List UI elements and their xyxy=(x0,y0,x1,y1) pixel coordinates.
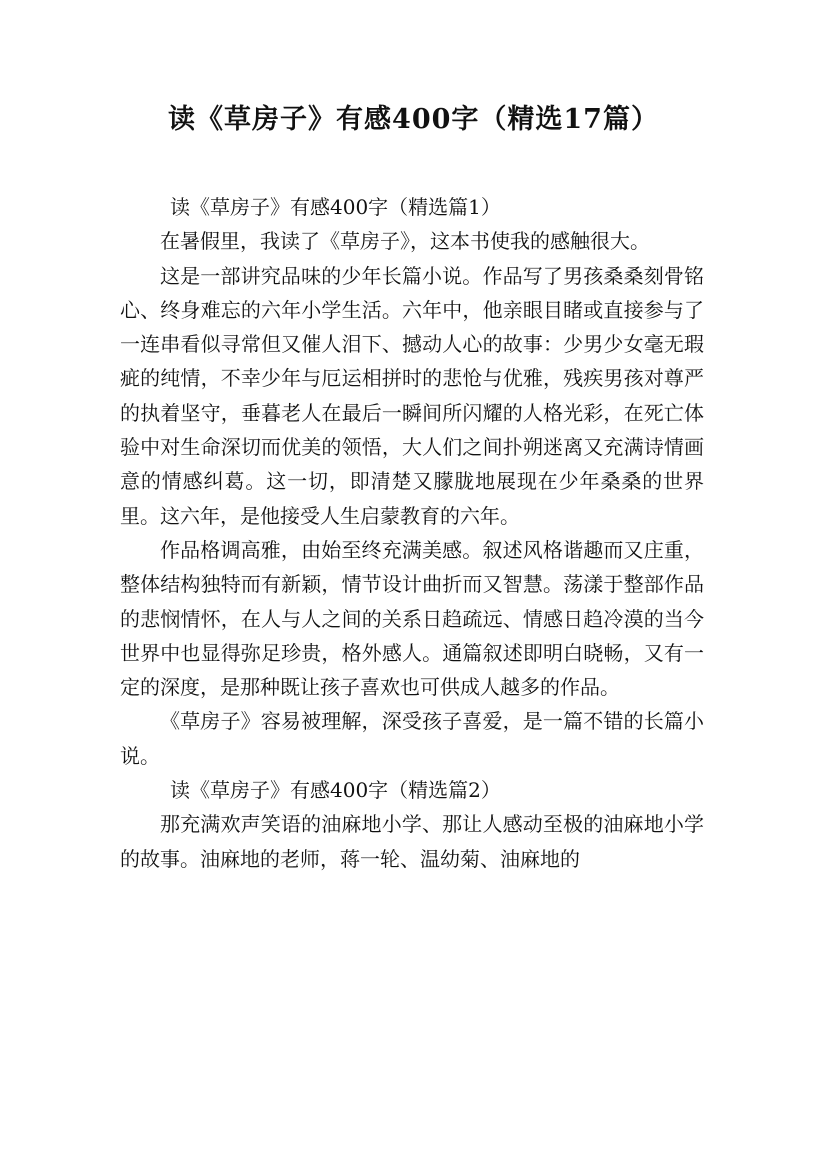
section-heading-2: 读《草房子》有感400字（精选篇2） xyxy=(170,778,501,803)
paragraph: 《草房子》容易被理解，深受孩子喜爱，是一篇不错的长篇小说。 xyxy=(120,709,704,768)
section-heading-1: 读《草房子》有感400字（精选篇1） xyxy=(170,195,501,219)
paragraph: 这是一部讲究品味的少年长篇小说。作品写了男孩桑桑刻骨铭心、终身难忘的六年小学生活。六年中，他亲眼目睹或直接参与了一连串看似寻常但又催人泪下、撼动人心的故事：少男少女毫无瑕疵的纯情，不幸少年与厄运相拼时的悲怆与优雅，残疾男孩对尊严的执着坚守，垂暮老人在最后一瞬间所闪耀的人格光彩，在死亡体验中对生命深切而优美的领悟，大人们之间扑朔迷离又充满诗情画意的情感纠葛。这一切，即清楚又朦胧地展现在少年桑桑的世界里。这六年，是他接受人生启蒙教育的六年。 xyxy=(120,263,704,528)
document-title: 读《草房子》有感400字（精选17篇） xyxy=(168,104,659,135)
paragraph: 在暑假里，我读了《草房子》，这本书使我的感触很大。 xyxy=(160,229,650,254)
paragraph: 那充满欢声笑语的油麻地小学、那让人感动至极的油麻地小学的故事。油麻地的老师，蒋一轮、温幼菊、油麻地的 xyxy=(120,812,704,871)
document-body xyxy=(120,190,704,876)
paragraph: 作品格调高雅，由始至终充满美感。叙述风格谐趣而又庄重，整体结构独特而有新颖，情节设计曲折而又智慧。荡漾于整部作品的悲悯情怀，在人与人之间的关系日趋疏远、情感日趋冷漠的当今世界中也显得弥足珍贵，格外感人。通篇叙述即明白晓畅，又有一定的深度，是那种既让孩子喜欢也可供成人越多的作品。 xyxy=(120,537,704,700)
